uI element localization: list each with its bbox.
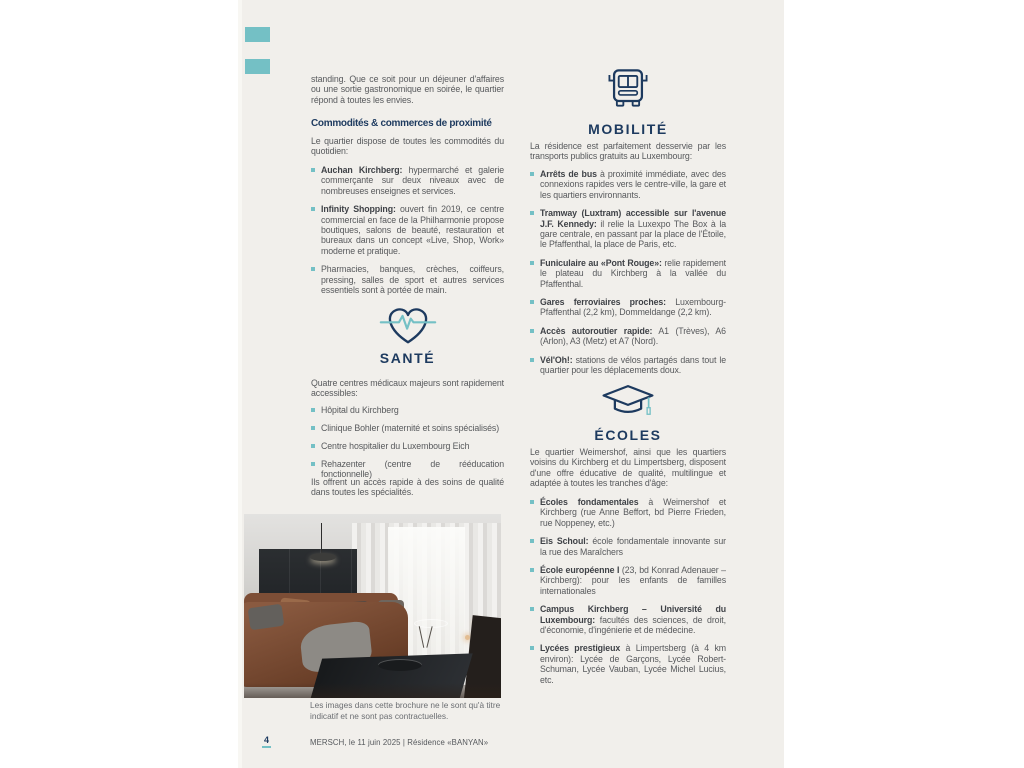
- bullet-text: Centre hospitalier du Luxembourg Eich: [321, 440, 470, 451]
- commodites-heading: Commodités & commerces de proximité: [311, 118, 492, 129]
- sante-list: [311, 405, 504, 487]
- mobilite-icon-wrap: [530, 64, 726, 117]
- decorative-teal-square: [245, 59, 270, 74]
- photo-pendant-stem: [321, 523, 322, 553]
- bullet-lead: Vél'Oh!:: [540, 354, 573, 365]
- bullet-lead: Eis Schoul:: [540, 536, 589, 547]
- bullet-text: hypermarché et galerie commerçante sur deux niveaux avec de nombreuses enseignes et services.: [321, 165, 505, 196]
- bus-icon: [602, 64, 654, 112]
- bullet-lead: École européenne I: [540, 565, 620, 576]
- bullet-text: Clinique Bohler (maternité et soins spécialisés): [321, 422, 500, 433]
- bullet-lead: Infinity Shopping:: [321, 204, 396, 215]
- bullet-text: ouvert fin 2019, ce centre commercial en face de la Philharmonie propose boutiques, salons de beauté, restauration et bureaux dans un concept «Live, Shop, Work» moderne et pratique.: [321, 204, 504, 256]
- list-item: [530, 604, 726, 635]
- photo-floor-shadow: [244, 683, 501, 698]
- ecoles-list: [530, 497, 726, 693]
- commodites-lead: Le quartier dispose de toutes les commodités du quotidien:: [311, 136, 504, 157]
- interior-photo: [244, 514, 501, 698]
- bullet-text: à Limpertsberg (à 4 km environ): Lycée de Garçons, Lycée Robert-Schuman, Lycée Vauban, Lycée Michel Lucius, etc.: [540, 643, 726, 685]
- list-item: [311, 423, 504, 433]
- sante-heading: SANTÉ: [379, 350, 436, 366]
- ecoles-heading: ÉCOLES: [594, 427, 662, 443]
- photo-caption: Les images dans cette brochure ne le sont qu'à titre indicatif et ne sont pas contractuelles.: [310, 700, 501, 721]
- bullet-lead: Accès autoroutier rapide:: [540, 325, 653, 336]
- bullet-text: (23, bd Konrad Adenauer – Kirchberg): pour les enfants de familles internationales: [540, 565, 726, 596]
- bullet-lead: Arrêts de bus: [540, 169, 597, 179]
- mobilite-list: [530, 169, 726, 384]
- ecoles-lead: Le quartier Weimershof, ainsi que les quartiers voisins du Kirchberg et du Limpertsberg, disposent d'une offre éducative de qualité, multilingue et adaptée à toutes les tranches d'âge:: [530, 447, 726, 489]
- bullet-text: A1 (Trèves), A6 (Arlon), A3 (Metz) et A7 (Nord).: [540, 325, 726, 347]
- bullet-text: Hôpital du Kirchberg: [321, 405, 399, 415]
- list-item: [530, 258, 726, 289]
- bullet-text: il relie la Luxexpo The Box à la gare centrale, en passant par la place de l'Étoile, le Pfaffenthal, la place de Paris, etc.: [540, 218, 726, 250]
- bullet-lead: Auchan Kirchberg:: [321, 165, 403, 175]
- bullet-lead: Tramway (Luxtram) accessible sur l'avenue J.F. Kennedy:: [540, 208, 726, 229]
- list-item: [530, 497, 726, 528]
- list-item: [530, 208, 726, 250]
- bullet-text: Pharmacies, banques, crèches, coiffeurs, pressing, salles de sport et autres services essentiels sont à portée de main.: [321, 264, 504, 296]
- sante-icon-wrap: [311, 303, 504, 352]
- list-item: [311, 405, 504, 415]
- bullet-lead: Campus Kirchberg – Université du Luxembourg:: [540, 604, 726, 625]
- list-item: [311, 204, 504, 256]
- heart-pulse-icon: [379, 303, 437, 347]
- list-item: [530, 169, 726, 200]
- decorative-teal-square: [245, 27, 270, 42]
- bullet-lead: Gares ferroviaires proches:: [540, 297, 667, 308]
- intro-paragraph: standing. Que ce soit pour un déjeuner d'affaires ou une sortie gastronomique en soirée, le quartier répond à toutes les envies.: [311, 74, 504, 105]
- list-item: [530, 643, 726, 685]
- list-item: [311, 264, 504, 295]
- right-column: [530, 0, 726, 768]
- ecoles-icon-wrap: [530, 381, 726, 430]
- commodites-list: [311, 165, 504, 303]
- photo-pendant-lamp: [310, 553, 336, 561]
- bullet-text: relie rapidement le plateau du Kirchberg à la vallée du Pfaffenthal.: [540, 257, 726, 289]
- mobilite-lead: La résidence est parfaitement desservie par les transports publics gratuits au Luxembourg:: [530, 141, 726, 162]
- bullet-text: facultés des sciences, de droit, d'économie, d'ingénierie et de médecine.: [540, 614, 726, 636]
- bullet-text: école fondamentale innovante sur la rue des Maraîchers: [540, 536, 726, 557]
- bullet-text: à proximité immédiate, avec des connexions rapides vers le centre-ville, la gare et les quartiers environnants.: [540, 169, 726, 200]
- page-number: 4: [262, 735, 271, 748]
- list-item: [311, 165, 504, 196]
- brochure-page: [238, 0, 784, 768]
- list-item: [530, 536, 726, 557]
- bullet-text: stations de vélos partagés dans tout le quartier pour les déplacements doux.: [540, 354, 726, 376]
- list-item: [530, 355, 726, 376]
- list-item: [311, 441, 504, 451]
- bullet-lead: Funiculaire au «Pont Rouge»:: [540, 257, 662, 268]
- list-item: [530, 565, 726, 596]
- sante-outro: Ils offrent un accès rapide à des soins de qualité dans toutes les spécialités.: [311, 477, 504, 498]
- bullet-lead: Écoles fondamentales: [540, 497, 639, 507]
- graduation-cap-icon: [598, 381, 658, 425]
- photo-pillow: [248, 604, 285, 631]
- sante-lead: Quatre centres médicaux majeurs sont rapidement accessibles:: [311, 378, 504, 399]
- list-item: [530, 326, 726, 347]
- footer-text: MERSCH, le 11 juin 2025 | Résidence «BANYAN»: [310, 738, 489, 747]
- list-item: [530, 297, 726, 318]
- bullet-text: Luxembourg-Pfaffenthal (2,2 km), Dommeldange (2,2 km).: [540, 297, 726, 318]
- bullet-text: Rehazenter (centre de rééducation fonctionnelle): [321, 458, 504, 480]
- mobilite-heading: MOBILITÉ: [588, 121, 668, 137]
- bullet-lead: Lycées prestigieux: [540, 643, 621, 654]
- bullet-text: à Weimershof et Kirchberg (rue Anne Beffort, bd Pierre Frieden, rue Noppeney, etc.): [540, 497, 726, 528]
